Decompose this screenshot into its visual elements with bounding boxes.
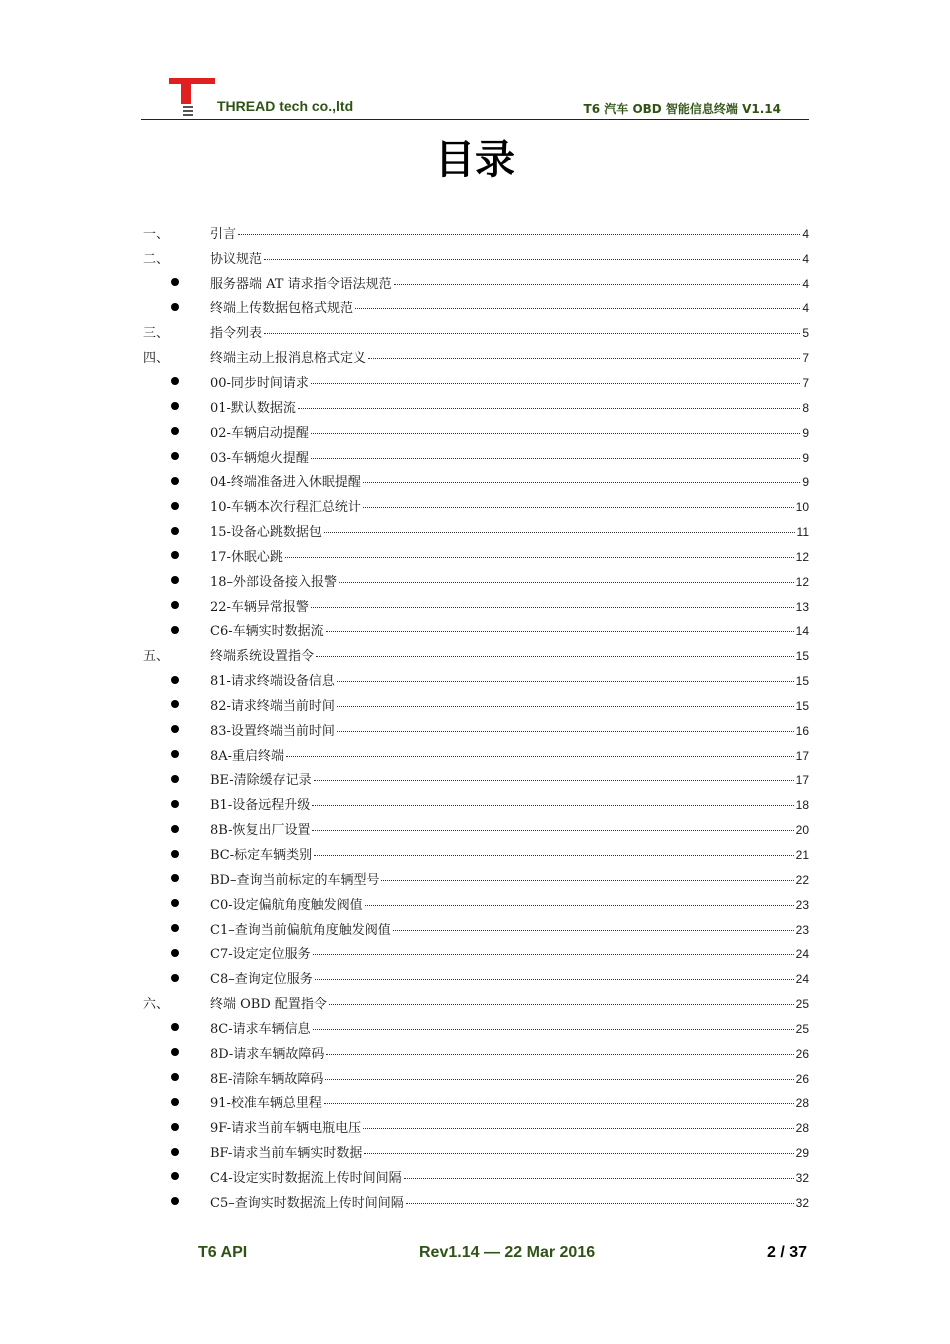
- toc-dot-leader: [326, 631, 794, 632]
- toc-section-number: 五、: [143, 649, 170, 665]
- bullet-icon: [171, 576, 179, 584]
- toc-page-number: 4: [802, 226, 809, 241]
- bullet-icon: [171, 750, 179, 758]
- toc-dot-leader: [312, 830, 793, 831]
- toc-entry-title: 10-车辆本次行程汇总统计: [210, 500, 361, 516]
- toc-dot-leader: [393, 930, 794, 931]
- toc-entry-title: 协议规范: [210, 251, 263, 267]
- toc-entry[interactable]: [141, 1090, 809, 1115]
- bullet-icon: [171, 1197, 179, 1205]
- bullet-icon: [171, 427, 179, 435]
- toc-section-number: 一、: [143, 226, 170, 242]
- thread-logo-icon: [169, 76, 217, 116]
- footer-page-number: 2 / 37: [766, 1244, 807, 1261]
- toc-entry-line: [210, 571, 809, 590]
- toc-section-number: 四、: [143, 351, 170, 367]
- toc-dot-leader: [363, 507, 794, 508]
- toc-entry[interactable]: [141, 369, 809, 394]
- toc-page-number: 13: [795, 599, 809, 614]
- toc-entry[interactable]: [141, 468, 809, 493]
- toc-entry-title: 02-车辆启动提醒: [210, 425, 309, 441]
- bullet-icon: [171, 1098, 179, 1106]
- toc-entry-title: 9F-请求当前车辆电瓶电压: [210, 1121, 362, 1137]
- toc-entry-line: [210, 347, 809, 366]
- toc-page-number: 24: [795, 972, 809, 987]
- bullet-icon: [171, 775, 179, 783]
- toc-entry-title: 8E-清除车辆故障码: [210, 1071, 324, 1087]
- toc-page-number: 28: [795, 1121, 809, 1136]
- bullet-icon: [171, 1172, 179, 1180]
- toc-page-number: 11: [796, 525, 809, 540]
- toc-entry-line: [210, 620, 809, 639]
- toc-entry-line: [210, 397, 809, 416]
- bullet-icon: [171, 626, 179, 634]
- toc-entry[interactable]: [141, 642, 809, 667]
- toc-entry[interactable]: [141, 692, 809, 717]
- toc-section-number: 二、: [143, 251, 170, 267]
- toc-entry[interactable]: [141, 866, 809, 891]
- toc-entry[interactable]: [141, 518, 809, 543]
- toc-dot-leader: [311, 607, 794, 608]
- toc-entry-title: C1–查询当前偏航角度触发阀值: [210, 922, 391, 938]
- toc-page-number: 26: [795, 1046, 809, 1061]
- toc-page-number: 10: [795, 500, 809, 515]
- toc-dot-leader: [286, 756, 794, 757]
- toc-dot-leader: [311, 383, 800, 384]
- toc-page-number: 7: [802, 351, 809, 366]
- toc-entry[interactable]: [141, 791, 809, 816]
- toc-entry-title: 8A-重启终端: [210, 748, 285, 764]
- toc-entry-line: [210, 968, 809, 987]
- toc-dot-leader: [326, 1054, 793, 1055]
- toc-entry-line: [210, 273, 809, 292]
- toc-dot-leader: [363, 482, 800, 483]
- toc-entry-line: [210, 720, 809, 739]
- toc-page-number: 25: [795, 1021, 809, 1036]
- toc-entry[interactable]: [141, 394, 809, 419]
- toc-entry-line: [210, 322, 809, 341]
- toc-entry-title: C7-设定定位服务: [210, 947, 311, 963]
- toc-entry[interactable]: [141, 767, 809, 792]
- toc-dot-leader: [329, 1004, 794, 1005]
- toc-page-number: 25: [795, 997, 809, 1012]
- toc-entry-line: [210, 894, 809, 913]
- toc-entry-title: 8B-恢复出厂设置: [210, 823, 311, 839]
- bullet-icon: [171, 278, 179, 286]
- toc-entry[interactable]: [141, 493, 809, 518]
- toc-page-number: 9: [802, 450, 809, 465]
- toc-entry[interactable]: [141, 891, 809, 916]
- toc-entry-line: [210, 869, 809, 888]
- toc-entry-line: [210, 1142, 809, 1161]
- bullet-icon: [171, 949, 179, 957]
- toc-entry-title: 服务器端 AT 请求指令语法规范: [210, 276, 392, 292]
- bullet-icon: [171, 700, 179, 708]
- toc-entry-line: [210, 471, 809, 490]
- toc-entry[interactable]: [141, 444, 809, 469]
- toc-dot-leader: [316, 656, 794, 657]
- toc-page-number: 28: [795, 1096, 809, 1111]
- bullet-icon: [171, 825, 179, 833]
- toc-dot-leader: [313, 1029, 794, 1030]
- toc-entry[interactable]: [141, 742, 809, 767]
- bullet-icon: [171, 1123, 179, 1131]
- toc-entry-title: 00-同步时间请求: [210, 375, 309, 391]
- document-title: T6 汽车 OBD 智能信息终端 V1.14: [583, 102, 781, 116]
- bullet-icon: [171, 452, 179, 460]
- toc-dot-leader: [355, 308, 800, 309]
- bullet-icon: [171, 303, 179, 311]
- toc-dot-leader: [314, 780, 794, 781]
- toc-page-number: 4: [802, 251, 809, 266]
- toc-entry-line: [210, 297, 809, 316]
- toc-entry[interactable]: [141, 816, 809, 841]
- toc-entry[interactable]: [141, 916, 809, 941]
- bullet-icon: [171, 874, 179, 882]
- toc-dot-leader: [368, 358, 800, 359]
- toc-entry-line: [210, 422, 809, 441]
- toc-entry-title: 01-默认数据流: [210, 400, 296, 416]
- toc-entry-title: BE-清除缓存记录: [210, 773, 312, 789]
- toc-entry[interactable]: [141, 1015, 809, 1040]
- toc-dot-leader: [365, 905, 794, 906]
- bullet-icon: [171, 725, 179, 733]
- toc-entry[interactable]: [141, 419, 809, 444]
- bullet-icon: [171, 1073, 179, 1081]
- toc-entry-line: [210, 844, 809, 863]
- toc-section-number: 三、: [143, 326, 170, 342]
- bullet-icon: [171, 402, 179, 410]
- toc-entry[interactable]: [141, 940, 809, 965]
- toc-entry-title: 8C-请求车辆信息: [210, 1021, 311, 1037]
- toc-entry-title: 83-设置终端当前时间: [210, 723, 335, 739]
- toc-entry-line: [210, 1068, 809, 1087]
- toc-page-number: 5: [802, 326, 809, 341]
- page-title: 目录: [435, 137, 515, 183]
- toc-dot-leader: [315, 979, 794, 980]
- toc-entry-title: BF-请求当前车辆实时数据: [210, 1146, 363, 1162]
- toc-entry[interactable]: [141, 1114, 809, 1139]
- toc-entry[interactable]: [141, 319, 809, 344]
- page-header: [141, 74, 809, 120]
- toc-entry-line: [210, 670, 809, 689]
- table-of-contents: [141, 220, 809, 1214]
- toc-page-number: 17: [795, 773, 809, 788]
- toc-entry-line: [210, 372, 809, 391]
- toc-dot-leader: [238, 234, 800, 235]
- bullet-icon: [171, 899, 179, 907]
- page-footer: [141, 1240, 809, 1266]
- toc-entry[interactable]: [141, 1040, 809, 1065]
- toc-entry-line: [210, 769, 809, 788]
- toc-entry-title: C5–查询实时数据流上传时间间隔: [210, 1195, 404, 1211]
- toc-page-number: 24: [795, 947, 809, 962]
- toc-entry-line: [210, 1043, 809, 1062]
- toc-entry[interactable]: [141, 1139, 809, 1164]
- bullet-icon: [171, 850, 179, 858]
- toc-page-number: 12: [795, 549, 809, 564]
- toc-entry-line: [210, 447, 809, 466]
- toc-entry-title: 18–外部设备接入报警: [210, 574, 338, 590]
- toc-entry[interactable]: [141, 1164, 809, 1189]
- toc-entry-line: [210, 819, 809, 838]
- toc-entry-line: [210, 1192, 809, 1211]
- toc-entry-line: [210, 248, 809, 267]
- toc-page-number: 32: [795, 1195, 809, 1210]
- bullet-icon: [171, 1048, 179, 1056]
- toc-entry-line: [210, 546, 809, 565]
- bullet-icon: [171, 527, 179, 535]
- toc-entry-title: C6-车辆实时数据流: [210, 624, 324, 640]
- toc-page-number: 15: [795, 649, 809, 664]
- toc-entry[interactable]: [141, 1189, 809, 1214]
- bullet-icon: [171, 974, 179, 982]
- toc-page-number: 4: [802, 276, 809, 291]
- footer-product: T6 API: [198, 1244, 248, 1261]
- toc-entry-line: [210, 521, 809, 540]
- toc-dot-leader: [406, 1203, 794, 1204]
- toc-page-number: 23: [795, 897, 809, 912]
- toc-dot-leader: [324, 532, 795, 533]
- toc-entry-title: 03-车辆熄火提醒: [210, 450, 309, 466]
- toc-entry-title: 指令列表: [210, 326, 263, 342]
- toc-entry[interactable]: [141, 568, 809, 593]
- toc-page-number: 29: [795, 1146, 809, 1161]
- toc-dot-leader: [404, 1178, 794, 1179]
- toc-dot-leader: [285, 557, 794, 558]
- toc-entry-title: 8D-请求车辆故障码: [210, 1046, 325, 1062]
- toc-entry-title: 终端系统设置指令: [210, 649, 315, 665]
- toc-entry[interactable]: [141, 220, 809, 245]
- toc-entry-line: [210, 596, 809, 615]
- toc-page-number: 8: [802, 400, 809, 415]
- toc-page-number: 7: [802, 375, 809, 390]
- bullet-icon: [171, 551, 179, 559]
- toc-entry-title: 15-设备心跳数据包: [210, 525, 322, 541]
- bullet-icon: [171, 1148, 179, 1156]
- toc-entry-line: [210, 1117, 809, 1136]
- toc-page-number: 15: [795, 674, 809, 689]
- header-divider: [141, 119, 809, 120]
- toc-dot-leader: [264, 259, 800, 260]
- toc-page-number: 14: [795, 624, 809, 639]
- toc-entry-line: [210, 695, 809, 714]
- toc-page-number: 15: [795, 698, 809, 713]
- bullet-icon: [171, 676, 179, 684]
- toc-entry[interactable]: [141, 543, 809, 568]
- toc-page-number: 16: [795, 723, 809, 738]
- toc-dot-leader: [298, 408, 800, 409]
- bullet-icon: [171, 477, 179, 485]
- toc-page-number: 18: [795, 798, 809, 813]
- toc-entry[interactable]: [141, 618, 809, 643]
- toc-entry-title: C4-设定实时数据流上传时间间隔: [210, 1170, 402, 1186]
- bullet-icon: [171, 924, 179, 932]
- toc-entry[interactable]: [141, 295, 809, 320]
- toc-page-number: 23: [795, 922, 809, 937]
- toc-page-number: 12: [795, 574, 809, 589]
- toc-dot-leader: [324, 1103, 794, 1104]
- toc-dot-leader: [312, 805, 793, 806]
- toc-dot-leader: [311, 433, 800, 434]
- toc-entry-line: [210, 993, 809, 1012]
- toc-entry-title: 终端主动上报消息格式定义: [210, 351, 367, 367]
- toc-dot-leader: [314, 855, 794, 856]
- footer-revision: Rev1.14 — 22 Mar 2016: [419, 1244, 596, 1261]
- toc-entry-line: [210, 745, 809, 764]
- toc-dot-leader: [325, 1079, 793, 1080]
- toc-dot-leader: [337, 681, 794, 682]
- toc-entry-title: C0-设定偏航角度触发阀值: [210, 897, 363, 913]
- toc-page-number: 9: [802, 475, 809, 490]
- toc-entry[interactable]: [141, 990, 809, 1015]
- bullet-icon: [171, 502, 179, 510]
- toc-page-number: 32: [795, 1170, 809, 1185]
- bullet-icon: [171, 800, 179, 808]
- toc-entry-title: BD–查询当前标定的车辆型号: [210, 872, 380, 888]
- toc-entry-line: [210, 1018, 809, 1037]
- toc-entry-line: [210, 496, 809, 515]
- toc-entry-title: 04-终端准备进入休眠提醒: [210, 475, 361, 491]
- toc-dot-leader: [264, 333, 800, 334]
- toc-entry[interactable]: [141, 1065, 809, 1090]
- toc-entry-title: 终端 OBD 配置指令: [210, 997, 327, 1013]
- toc-entry-line: [210, 1092, 809, 1111]
- toc-dot-leader: [394, 284, 801, 285]
- toc-page-number: 26: [795, 1071, 809, 1086]
- toc-entry-title: 82-请求终端当前时间: [210, 698, 335, 714]
- toc-entry-title: 终端上传数据包格式规范: [210, 301, 354, 317]
- toc-section-number: 六、: [143, 997, 170, 1013]
- toc-entry-line: [210, 645, 809, 664]
- toc-page-number: 9: [802, 425, 809, 440]
- toc-entry[interactable]: [141, 841, 809, 866]
- toc-page-number: 4: [802, 301, 809, 316]
- bullet-icon: [171, 377, 179, 385]
- toc-entry-title: 91-校准车辆总里程: [210, 1096, 322, 1112]
- toc-page-number: 22: [795, 872, 809, 887]
- toc-entry[interactable]: [141, 667, 809, 692]
- toc-entry[interactable]: [141, 717, 809, 742]
- toc-entry-title: 81-请求终端设备信息: [210, 674, 335, 690]
- toc-entry[interactable]: [141, 270, 809, 295]
- toc-entry-title: 22-车辆异常报警: [210, 599, 309, 615]
- toc-entry-line: [210, 794, 809, 813]
- toc-entry-line: [210, 223, 809, 242]
- toc-page-number: 21: [795, 848, 809, 863]
- toc-entry-line: [210, 1167, 809, 1186]
- toc-dot-leader: [337, 731, 794, 732]
- bullet-icon: [171, 1023, 179, 1031]
- toc-dot-leader: [311, 458, 800, 459]
- company-name: THREAD tech co.,ltd: [217, 98, 354, 114]
- toc-entry[interactable]: [141, 245, 809, 270]
- toc-dot-leader: [313, 954, 794, 955]
- toc-dot-leader: [339, 582, 794, 583]
- toc-dot-leader: [363, 1128, 794, 1129]
- toc-entry[interactable]: [141, 965, 809, 990]
- bullet-icon: [171, 601, 179, 609]
- toc-entry[interactable]: [141, 593, 809, 618]
- toc-entry-line: [210, 919, 809, 938]
- toc-entry-line: [210, 943, 809, 962]
- toc-dot-leader: [337, 706, 794, 707]
- toc-dot-leader: [381, 880, 793, 881]
- toc-dot-leader: [364, 1153, 793, 1154]
- toc-entry-title: C8–查询定位服务: [210, 972, 313, 988]
- toc-entry-title: 引言: [210, 226, 237, 242]
- toc-entry-title: 17-休眠心跳: [210, 549, 283, 565]
- toc-entry-title: B1-设备远程升级: [210, 798, 311, 814]
- toc-page-number: 20: [795, 823, 809, 838]
- toc-entry[interactable]: [141, 344, 809, 369]
- toc-entry-title: BC-标定车辆类别: [210, 848, 313, 864]
- toc-page-number: 17: [795, 748, 809, 763]
